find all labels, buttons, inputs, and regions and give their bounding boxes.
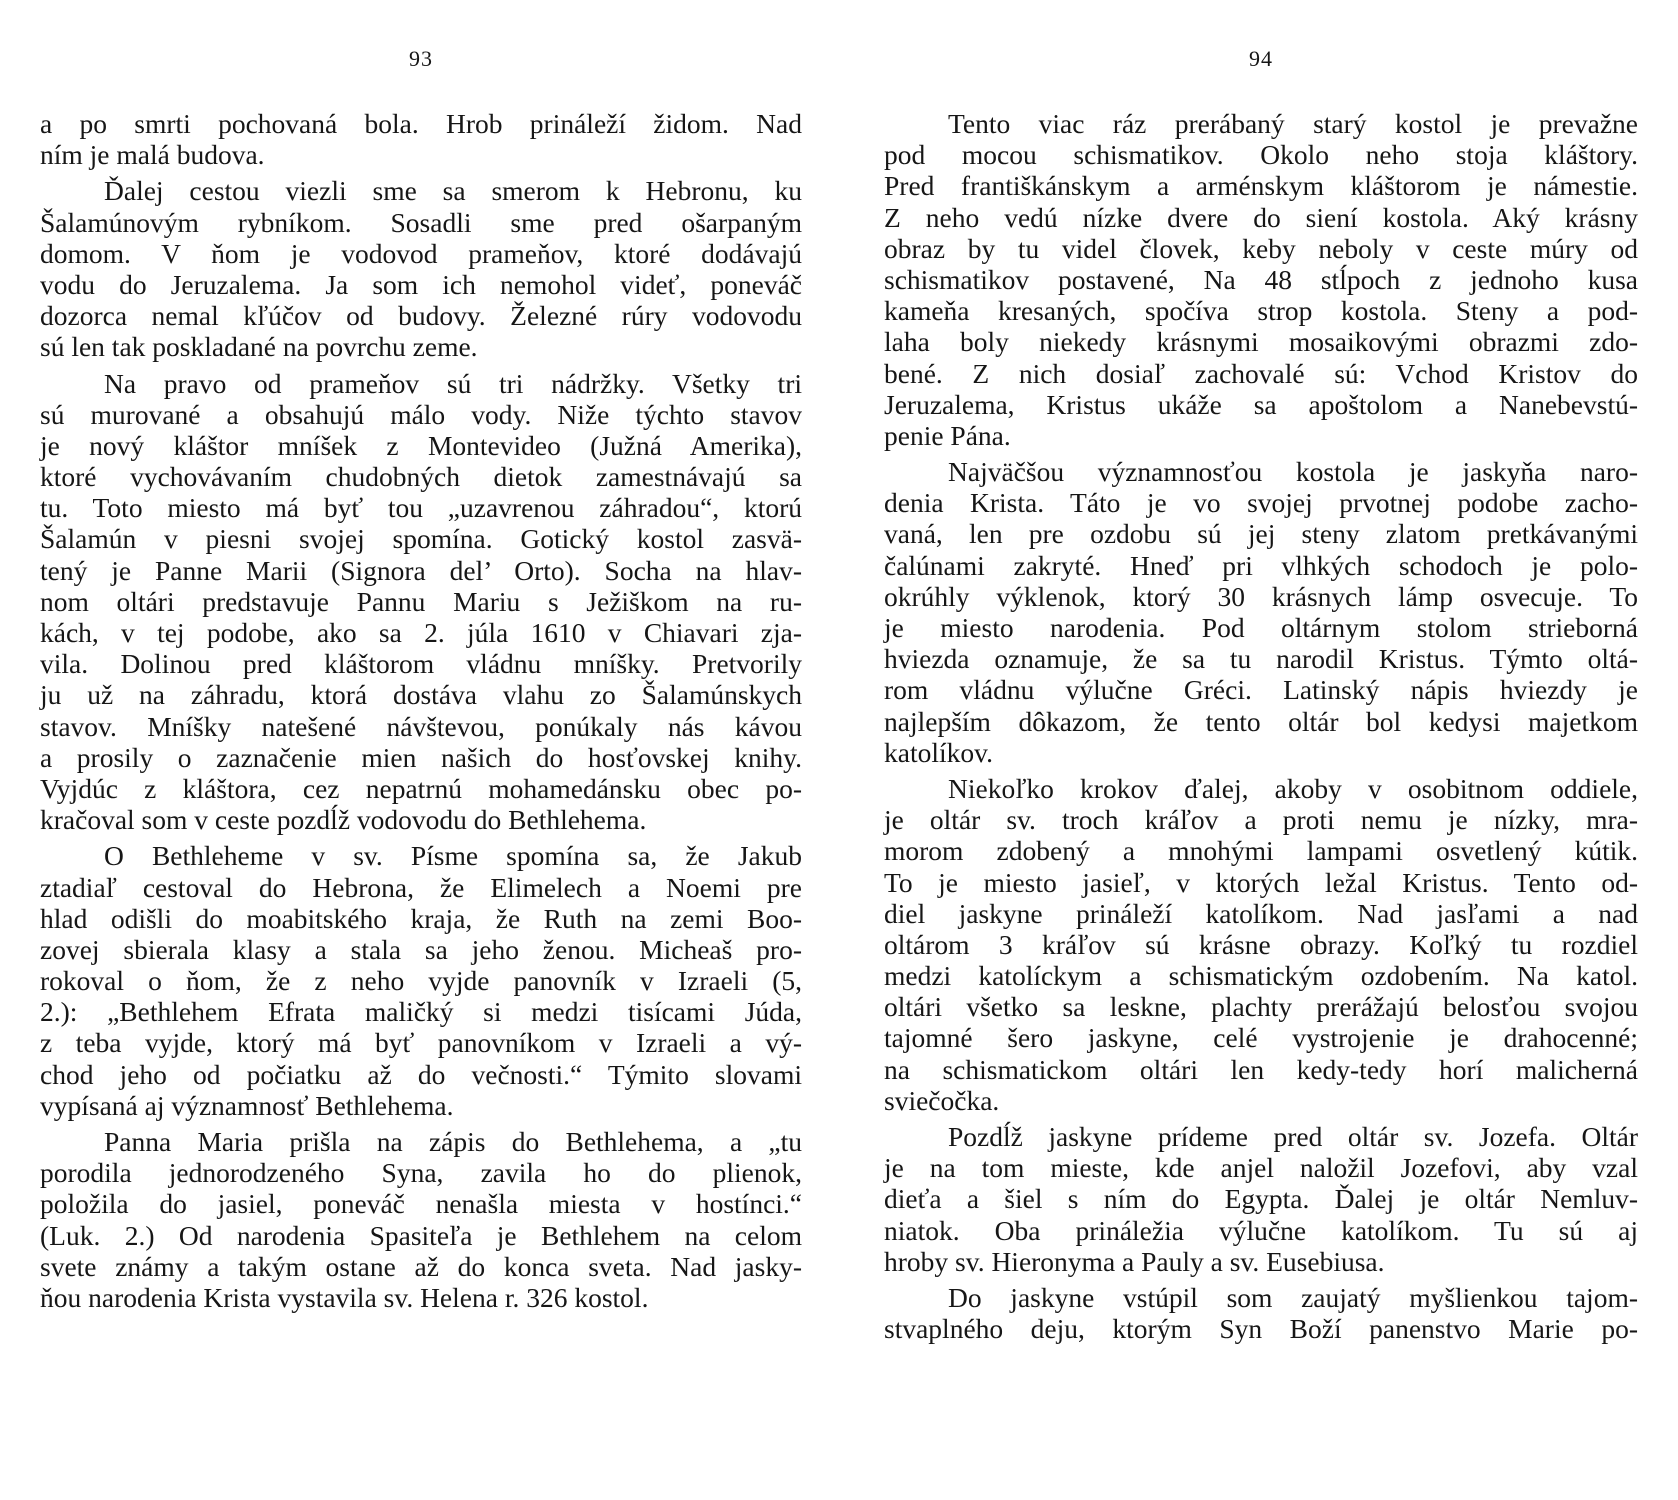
paragraph xyxy=(40,1126,802,1313)
text-line: Na pravo od prameňov sú tri nádržky. Všetky tri xyxy=(104,367,802,399)
text-line: na schismatickom oltári len kedy-tedy horí malicherná xyxy=(884,1053,1638,1085)
text-line: Panna Maria prišla na zápis do Bethlehema, a „tu xyxy=(104,1126,802,1157)
text-line: ztadiaľ cestoval do Hebrona, že Elimelech a Noemi pre xyxy=(40,871,802,903)
text-line: porodila jednorodzeného Syna, zavila ho do plienok, xyxy=(40,1157,802,1189)
text-line: vaná, len pre ozdobu sú jej steny zlatom pretkávanými xyxy=(884,518,1638,550)
text-line: rom vládnu výlučne Gréci. Latinský nápis hviezdy je xyxy=(884,674,1638,706)
text-line: ju už na záhradu, ktorá dostáva vlahu zo Šalamúnskych xyxy=(40,679,802,711)
text-line: sviečočka. xyxy=(884,1084,1000,1116)
text-line: okrúhly výklenok, ktorý 30 krásnych lámp osvecuje. To xyxy=(884,580,1638,612)
page-text xyxy=(884,108,1638,1344)
paragraph xyxy=(40,840,802,1121)
text-line: O Bethleheme v sv. Písme spomína sa, že Jakub xyxy=(104,840,802,872)
text-line: morom zdobený a mnohými lampami osvetlený kútik. xyxy=(884,835,1638,867)
page-text xyxy=(40,108,802,1313)
text-line: penie Pána. xyxy=(884,419,1011,451)
page-number: 94 xyxy=(1249,46,1273,71)
text-line: diel jaskyne prináleží katolíkom. Nad jasľami a nad xyxy=(884,897,1638,929)
text-line: Vyjdúc z kláštora, cez nepatrnú mohamedánsku obec po- xyxy=(40,772,802,804)
paragraph xyxy=(884,108,1638,451)
text-line: niatok. Oba prináležia výlučne katolíkom. Tu sú aj xyxy=(884,1214,1638,1246)
text-line: (Luk. 2.) Od narodenia Spasiteľa je Bethlehem na celom xyxy=(40,1219,802,1251)
text-line: Z neho vedú nízke dvere do siení kostola. Aký krásny xyxy=(884,201,1638,233)
text-line: nom oltári predstavuje Pannu Mariu s Ježiškom na ru- xyxy=(40,585,802,617)
text-line: Šalamún v piesni svojej spomína. Gotický kostol zasvä- xyxy=(40,523,802,555)
text-line: stavov. Mníšky natešené návštevou, ponúkaly nás kávou xyxy=(40,710,802,742)
text-line: oltári všetko sa leskne, plachty prerážajú belosťou svojou xyxy=(884,991,1638,1023)
paragraph xyxy=(40,368,802,836)
text-line: stvaplného deju, ktorým Syn Boží panenstvo Marie po- xyxy=(884,1313,1638,1345)
text-line: tu. Toto miesto má byť tou „uzavrenou záhradou“, ktorú xyxy=(40,492,802,524)
text-line: sú murované a obsahujú málo vody. Niže týchto stavov xyxy=(40,398,802,430)
text-line: je na tom mieste, kde anjel naložil Jozefovi, aby vzal xyxy=(884,1152,1638,1184)
text-line: hviezda oznamuje, že sa tu narodil Kristus. Týmto oltá- xyxy=(884,643,1638,675)
text-line: chod jeho od počiatku až do večnosti.“ Týmito slovami xyxy=(40,1058,802,1090)
text-line: dozorca nemal kľúčov od budovy. Železné rúry vodovodu xyxy=(40,300,802,332)
text-line: Do jaskyne vstúpil som zaujatý myšlienkou tajom- xyxy=(948,1281,1638,1313)
text-line: vodu do Jeruzalema. Ja som ich nemohol videť, poneváč xyxy=(40,268,802,300)
text-line: pod mocou schismatikov. Okolo neho stoja kláštory. xyxy=(884,139,1638,171)
text-line: hlad odišli do moabitského kraja, že Ruth na zemi Boo- xyxy=(40,902,802,934)
text-line: Niekoľko krokov ďalej, akoby v osobitnom oddiele, xyxy=(948,772,1638,804)
text-line: ním je malá budova. xyxy=(40,139,265,171)
text-line: a po smrti pochovaná bola. Hrob prináleží židom. Nad xyxy=(40,108,802,139)
text-line: Šalamúnovým rybníkom. Sosadli sme pred ošarpaným xyxy=(40,206,802,238)
text-line: dieťa a šiel s ním do Egypta. Ďalej je oltár Nemluv- xyxy=(884,1183,1638,1215)
text-line: kameňa kresaných, spočíva strop kostola. Steny a pod- xyxy=(884,295,1638,327)
text-line: schismatikov postavené, Na 48 stĺpoch z jednoho kusa xyxy=(884,263,1638,295)
text-line: sú len tak poskladané na povrchu zeme. xyxy=(40,331,478,363)
text-line: Tento viac ráz prerábaný starý kostol je prevažne xyxy=(948,108,1638,139)
paragraph xyxy=(884,1282,1638,1344)
text-line: obraz by tu videl človek, keby neboly v ceste múry od xyxy=(884,232,1638,264)
text-line: laha boly niekedy krásnymi mosaikovými obrazmi zdo- xyxy=(884,326,1638,358)
page-left xyxy=(40,0,802,1500)
text-line: kračoval som v ceste pozdĺž vodovodu do Bethlehema. xyxy=(40,804,647,836)
text-line: z teba vyjde, ktorý má byť panovníkom v Izraeli a vý- xyxy=(40,1027,802,1059)
text-line: Jeruzalema, Kristus ukáže sa apoštolom a Nanebevstú- xyxy=(884,388,1638,420)
text-line: Pred františkánskym a arménskym kláštorom je námestie. xyxy=(884,170,1638,202)
paragraph xyxy=(884,1121,1638,1277)
text-line: domom. V ňom je vodovod prameňov, ktoré dodávajú xyxy=(40,237,802,269)
text-line: zovej sbierala klasy a stala sa jeho ženou. Micheaš pro- xyxy=(40,933,802,965)
text-line: vypísaná aj významnosť Bethlehema. xyxy=(40,1089,454,1121)
text-line: Pozdĺž jaskyne prídeme pred oltár sv. Jozefa. Oltár xyxy=(948,1121,1638,1152)
text-line: ktoré vychovávaním chudobných dietok zamestnávajú sa xyxy=(40,461,802,493)
text-line: katolíkov. xyxy=(884,736,993,768)
text-line: a prosily o zaznačenie mien našich do hosťovskej knihy. xyxy=(40,741,802,773)
text-line: kách, v tej podobe, ako sa 2. júla 1610 v Chiavari zja- xyxy=(40,617,802,648)
text-line: tajomné šero jaskyne, celé vystrojenie je drahocenné; xyxy=(884,1022,1638,1054)
text-line: Najväčšou významnosťou kostola je jaskyňa naro- xyxy=(948,456,1638,488)
text-line: medzi katolíckym a schismatickým ozdobením. Na katol. xyxy=(884,960,1638,992)
text-line: oltárom 3 kráľov sú krásne obrazy. Koľký tu rozdiel xyxy=(884,928,1638,960)
text-line: je miesto narodenia. Pod oltárnym stolom strieborná xyxy=(884,612,1638,643)
page-number: 93 xyxy=(409,46,433,71)
text-line: To je miesto jasieľ, v ktorých ležal Kristus. Tento od- xyxy=(884,866,1638,898)
text-line: ňou narodenia Krista vystavila sv. Helena r. 326 kostol. xyxy=(40,1281,649,1313)
page-right xyxy=(884,0,1638,1500)
text-line: svete známy a takým ostane až do konca sveta. Nad jasky- xyxy=(40,1250,802,1282)
text-line: Ďalej cestou viezli sme sa smerom k Hebronu, ku xyxy=(104,175,802,207)
text-line: tený je Panne Marii (Signora del’ Orto). Socha na hlav- xyxy=(40,554,802,586)
paragraph xyxy=(884,456,1638,768)
text-line: hroby sv. Hieronyma a Pauly a sv. Eusebiusa. xyxy=(884,1245,1385,1277)
paragraph xyxy=(40,175,802,362)
text-line: vila. Dolinou pred kláštorom vládnu mníšky. Pretvorily xyxy=(40,648,802,680)
text-line: čalúnami zakryté. Hneď pri vlhkých schodoch je polo- xyxy=(884,549,1638,581)
text-line: rokoval o ňom, že z neho vyjde panovník v Izraeli (5, xyxy=(40,965,802,997)
text-line: denia Krista. Táto je vo svojej prvotnej podobe zacho- xyxy=(884,487,1638,519)
text-line: 2.): „Bethlehem Efrata maličký si medzi tisícami Júda, xyxy=(40,996,802,1028)
text-line: bené. Z nich dosiaľ zachovalé sú: Vchod Kristov do xyxy=(884,357,1638,389)
text-line: je nový kláštor mníšek z Montevideo (Južná Amerika), xyxy=(40,429,802,461)
paragraph xyxy=(884,773,1638,1116)
paragraph xyxy=(40,108,802,170)
text-line: položila do jasiel, poneváč nenašla miesta v hostínci.“ xyxy=(40,1188,802,1220)
text-line: najlepším dôkazom, že tento oltár bol kedysi majetkom xyxy=(884,705,1638,737)
text-line: je oltár sv. troch kráľov a proti nemu je nízky, mra- xyxy=(884,804,1638,836)
